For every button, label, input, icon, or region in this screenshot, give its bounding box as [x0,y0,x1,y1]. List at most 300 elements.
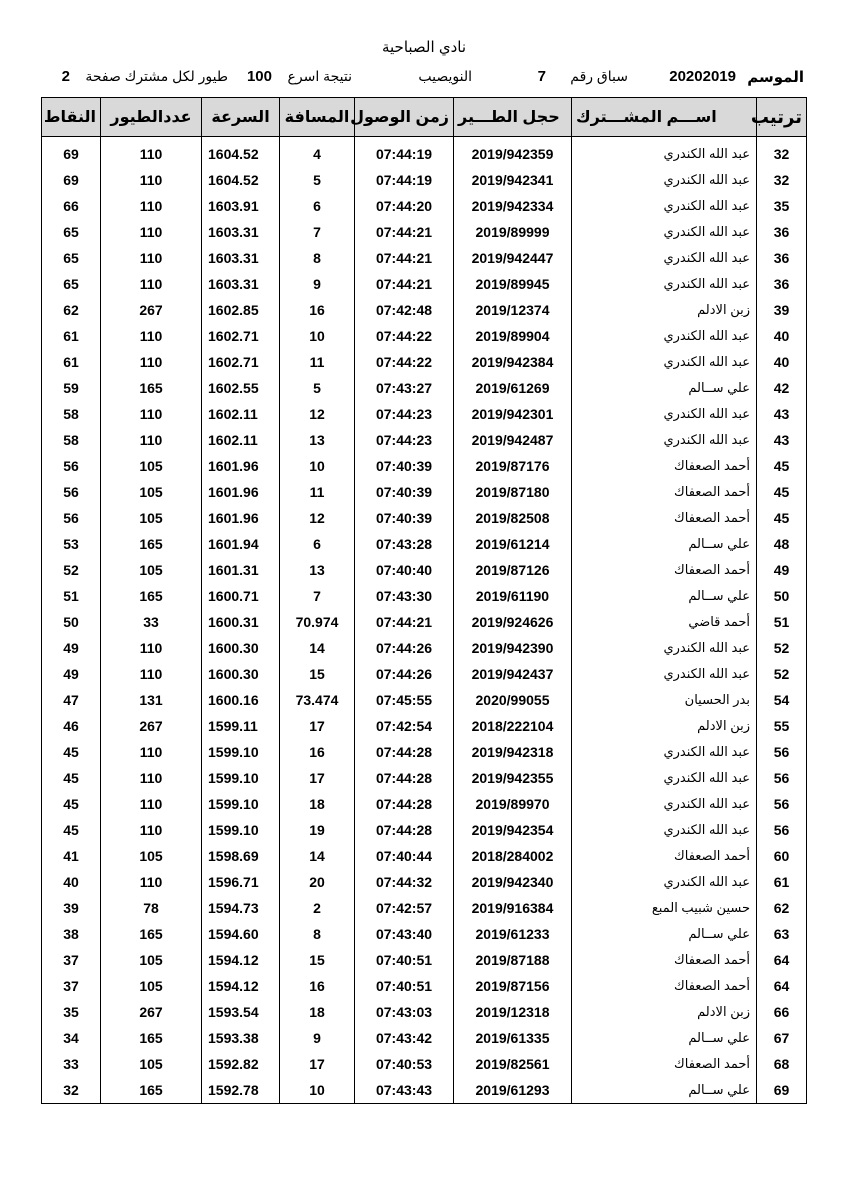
cell-ring: 2019/942318 [454,739,572,765]
cell-points: 50 [42,609,101,635]
cell-points: 34 [42,1025,101,1051]
table-row [42,869,807,895]
cell-birds: 33 [101,609,202,635]
cell-points: 45 [42,817,101,843]
cell-arrival: 07:44:26 [355,661,454,687]
cell-name: علي ســالم [572,1025,757,1051]
cell-birds: 110 [101,349,202,375]
cell-arrival: 07:42:54 [355,713,454,739]
table-row [42,999,807,1025]
table-body [42,137,807,1104]
cell-points: 41 [42,843,101,869]
cell-distance: 15 [280,661,355,687]
cell-points: 59 [42,375,101,401]
cell-speed: 1600.30 [202,661,280,687]
cell-ring: 2019/87180 [454,479,572,505]
cell-speed: 1594.12 [202,973,280,999]
cell-speed: 1603.31 [202,219,280,245]
cell-ring: 2019/942355 [454,765,572,791]
table-row [42,479,807,505]
cell-distance: 4 [280,141,355,167]
cell-birds: 110 [101,401,202,427]
cell-speed: 1603.91 [202,193,280,219]
cell-birds: 110 [101,427,202,453]
cell-rank: 51 [757,609,807,635]
cell-speed: 1601.96 [202,453,280,479]
cell-speed: 1600.31 [202,609,280,635]
table-row [42,609,807,635]
table-row [42,323,807,349]
cell-birds: 267 [101,999,202,1025]
table-header-row [42,98,807,137]
cell-speed: 1603.31 [202,271,280,297]
cell-name: عبد الله الكندري [572,323,757,349]
cell-name: عبد الله الكندري [572,739,757,765]
cell-arrival: 07:40:53 [355,1051,454,1077]
cell-distance: 13 [280,557,355,583]
table-row [42,791,807,817]
race-info-bar [0,68,848,90]
cell-name: عبد الله الكندري [572,869,757,895]
cell-points: 46 [42,713,101,739]
cell-rank: 56 [757,791,807,817]
cell-name: أحمد الصعفاك [572,1051,757,1077]
table-row [42,947,807,973]
cell-rank: 48 [757,531,807,557]
cell-arrival: 07:40:51 [355,947,454,973]
cell-speed: 1599.10 [202,791,280,817]
cell-name: علي ســالم [572,375,757,401]
cell-points: 56 [42,453,101,479]
table-row [42,245,807,271]
cell-ring: 2019/942340 [454,869,572,895]
cell-speed: 1602.55 [202,375,280,401]
cell-distance: 11 [280,349,355,375]
cell-name: عبد الله الكندري [572,219,757,245]
club-title: نادي الصباحية [381,39,467,56]
col-header-ring: حجل الطـــير [454,98,572,137]
cell-arrival: 07:44:28 [355,765,454,791]
cell-rank: 64 [757,973,807,999]
cell-points: 69 [42,141,101,167]
cell-distance: 10 [280,1077,355,1104]
cell-birds: 165 [101,1077,202,1104]
cell-arrival: 07:44:22 [355,323,454,349]
cell-name: أحمد الصعفاك [572,479,757,505]
cell-speed: 1604.52 [202,141,280,167]
cell-distance: 9 [280,271,355,297]
table-row [42,817,807,843]
cell-name: عبد الله الكندري [572,817,757,843]
cell-ring: 2019/12374 [454,297,572,323]
table-row [42,557,807,583]
cell-ring: 2019/916384 [454,895,572,921]
table-row [42,1051,807,1077]
cell-distance: 16 [280,739,355,765]
cell-birds: 110 [101,219,202,245]
cell-birds: 105 [101,479,202,505]
cell-points: 56 [42,505,101,531]
cell-points: 37 [42,973,101,999]
cell-birds: 105 [101,505,202,531]
table-row [42,661,807,687]
cell-birds: 110 [101,765,202,791]
cell-speed: 1592.78 [202,1077,280,1104]
cell-speed: 1599.10 [202,765,280,791]
table-row [42,297,807,323]
cell-name: عبد الله الكندري [572,245,757,271]
cell-name: عبد الله الكندري [572,167,757,193]
cell-distance: 6 [280,531,355,557]
cell-distance: 12 [280,505,355,531]
table-row [42,401,807,427]
cell-points: 65 [42,245,101,271]
cell-birds: 165 [101,531,202,557]
cell-arrival: 07:43:30 [355,583,454,609]
cell-birds: 110 [101,817,202,843]
cell-distance: 7 [280,583,355,609]
cell-arrival: 07:44:21 [355,245,454,271]
cell-ring: 2019/942341 [454,167,572,193]
cell-arrival: 07:43:42 [355,1025,454,1051]
cell-points: 69 [42,167,101,193]
cell-name: بدر الحسيان [572,687,757,713]
cell-distance: 8 [280,921,355,947]
cell-points: 39 [42,895,101,921]
cell-speed: 1600.16 [202,687,280,713]
cell-name: أحمد الصعفاك [572,453,757,479]
col-header-arrival: زمن الوصول [355,98,454,137]
cell-ring: 2019/942390 [454,635,572,661]
table-row [42,1077,807,1104]
cell-points: 45 [42,765,101,791]
cell-speed: 1600.71 [202,583,280,609]
cell-ring: 2019/924626 [454,609,572,635]
cell-arrival: 07:42:57 [355,895,454,921]
cell-birds: 105 [101,843,202,869]
cell-rank: 67 [757,1025,807,1051]
cell-rank: 66 [757,999,807,1025]
cell-distance: 17 [280,713,355,739]
cell-distance: 15 [280,947,355,973]
cell-points: 49 [42,661,101,687]
cell-arrival: 07:43:27 [355,375,454,401]
cell-arrival: 07:44:19 [355,141,454,167]
race-number-label: سباق رقم [570,68,628,84]
cell-arrival: 07:43:03 [355,999,454,1025]
cell-rank: 45 [757,479,807,505]
cell-distance: 14 [280,635,355,661]
cell-rank: 63 [757,921,807,947]
col-header-name: اســـم المشـــترك [572,98,757,137]
cell-distance: 12 [280,401,355,427]
cell-rank: 36 [757,271,807,297]
cell-points: 65 [42,271,101,297]
cell-arrival: 07:44:22 [355,349,454,375]
cell-arrival: 07:44:21 [355,219,454,245]
cell-birds: 105 [101,557,202,583]
cell-arrival: 07:40:44 [355,843,454,869]
cell-ring: 2019/89970 [454,791,572,817]
cell-distance: 10 [280,323,355,349]
race-number-value: 7 [537,68,546,85]
cell-birds: 110 [101,869,202,895]
table-row [42,505,807,531]
cell-ring: 2019/12318 [454,999,572,1025]
cell-distance: 19 [280,817,355,843]
cell-distance: 10 [280,453,355,479]
cell-points: 52 [42,557,101,583]
cell-name: زبن الادلم [572,297,757,323]
cell-name: أحمد الصعفاك [572,505,757,531]
cell-birds: 105 [101,453,202,479]
cell-rank: 43 [757,427,807,453]
cell-speed: 1594.12 [202,947,280,973]
cell-arrival: 07:44:26 [355,635,454,661]
cell-name: أحمد الصعفاك [572,557,757,583]
cell-ring: 2019/61293 [454,1077,572,1104]
cell-distance: 14 [280,843,355,869]
cell-speed: 1599.11 [202,713,280,739]
cell-rank: 54 [757,687,807,713]
cell-arrival: 07:40:40 [355,557,454,583]
cell-ring: 2019/61233 [454,921,572,947]
cell-rank: 62 [757,895,807,921]
cell-ring: 2019/89945 [454,271,572,297]
cell-distance: 11 [280,479,355,505]
col-header-rank: ترتيب [757,98,807,137]
cell-ring: 2020/99055 [454,687,572,713]
cell-name: علي ســالم [572,583,757,609]
cell-speed: 1594.73 [202,895,280,921]
cell-points: 53 [42,531,101,557]
cell-name: عبد الله الكندري [572,661,757,687]
cell-arrival: 07:40:39 [355,479,454,505]
table-row [42,583,807,609]
cell-ring: 2019/942359 [454,141,572,167]
col-header-distance: المسافة [280,98,355,137]
cell-points: 38 [42,921,101,947]
table-row [42,167,807,193]
cell-speed: 1601.96 [202,505,280,531]
cell-rank: 32 [757,167,807,193]
season-label: الموسم [747,69,804,86]
cell-speed: 1602.71 [202,349,280,375]
cell-distance: 5 [280,375,355,401]
cell-ring: 2019/942447 [454,245,572,271]
cell-speed: 1593.38 [202,1025,280,1051]
cell-points: 37 [42,947,101,973]
cell-points: 45 [42,739,101,765]
cell-name: عبد الله الكندري [572,401,757,427]
cell-arrival: 07:44:19 [355,167,454,193]
cell-rank: 40 [757,323,807,349]
cell-ring: 2019/87156 [454,973,572,999]
cell-name: علي ســالم [572,531,757,557]
cell-rank: 55 [757,713,807,739]
cell-speed: 1603.31 [202,245,280,271]
cell-birds: 165 [101,921,202,947]
cell-speed: 1601.94 [202,531,280,557]
cell-ring: 2019/61214 [454,531,572,557]
cell-ring: 2018/222104 [454,713,572,739]
cell-rank: 40 [757,349,807,375]
cell-name: زبن الادلم [572,713,757,739]
cell-ring: 2019/89999 [454,219,572,245]
cell-points: 32 [42,1077,101,1104]
cell-ring: 2019/87126 [454,557,572,583]
cell-rank: 52 [757,635,807,661]
table-row [42,427,807,453]
cell-name: علي ســالم [572,921,757,947]
cell-speed: 1599.10 [202,739,280,765]
table-row [42,531,807,557]
cell-rank: 69 [757,1077,807,1104]
cell-arrival: 07:42:48 [355,297,454,323]
table-row [42,1025,807,1051]
col-header-birds: عددالطيور [101,98,202,137]
table-row [42,219,807,245]
cell-ring: 2019/942384 [454,349,572,375]
cell-ring: 2019/942354 [454,817,572,843]
cell-speed: 1592.82 [202,1051,280,1077]
cell-name: عبد الله الكندري [572,271,757,297]
cell-distance: 7 [280,219,355,245]
cell-ring: 2019/87176 [454,453,572,479]
cell-points: 65 [42,219,101,245]
cell-speed: 1598.69 [202,843,280,869]
cell-speed: 1593.54 [202,999,280,1025]
cell-birds: 267 [101,297,202,323]
cell-distance: 70.974 [280,609,355,635]
table-row [42,375,807,401]
table-row [42,739,807,765]
cell-ring: 2018/284002 [454,843,572,869]
cell-points: 58 [42,427,101,453]
cell-name: علي ســالم [572,1077,757,1104]
cell-ring: 2019/89904 [454,323,572,349]
cell-birds: 110 [101,635,202,661]
table-row [42,141,807,167]
cell-arrival: 07:40:39 [355,453,454,479]
cell-speed: 1600.30 [202,635,280,661]
cell-points: 51 [42,583,101,609]
cell-birds: 105 [101,947,202,973]
cell-arrival: 07:43:43 [355,1077,454,1104]
cell-ring: 2019/942487 [454,427,572,453]
cell-arrival: 07:43:40 [355,921,454,947]
cell-speed: 1601.96 [202,479,280,505]
cell-birds: 110 [101,323,202,349]
cell-name: عبد الله الكندري [572,349,757,375]
cell-rank: 45 [757,505,807,531]
page-number: 2 [61,68,70,85]
cell-arrival: 07:44:28 [355,817,454,843]
cell-birds: 110 [101,271,202,297]
cell-distance: 16 [280,973,355,999]
cell-speed: 1599.10 [202,817,280,843]
col-header-points: النقاط [42,98,101,137]
cell-birds: 105 [101,973,202,999]
cell-birds: 165 [101,583,202,609]
table-row [42,895,807,921]
table-row [42,687,807,713]
cell-distance: 73.474 [280,687,355,713]
col-header-speed: السرعة [202,98,280,137]
cell-ring: 2019/61335 [454,1025,572,1051]
cell-rank: 68 [757,1051,807,1077]
cell-points: 47 [42,687,101,713]
cell-points: 56 [42,479,101,505]
cell-name: أحمد الصعفاك [572,843,757,869]
table-row [42,713,807,739]
cell-arrival: 07:40:51 [355,973,454,999]
cell-arrival: 07:44:20 [355,193,454,219]
cell-speed: 1604.52 [202,167,280,193]
cell-distance: 16 [280,297,355,323]
cell-speed: 1602.71 [202,323,280,349]
cell-arrival: 07:44:21 [355,271,454,297]
cell-distance: 6 [280,193,355,219]
cell-rank: 36 [757,245,807,271]
cell-arrival: 07:43:28 [355,531,454,557]
cell-speed: 1601.31 [202,557,280,583]
cell-rank: 32 [757,141,807,167]
cell-points: 35 [42,999,101,1025]
table-row [42,635,807,661]
table-row [42,843,807,869]
cell-arrival: 07:44:23 [355,401,454,427]
cell-birds: 267 [101,713,202,739]
cell-arrival: 07:44:21 [355,609,454,635]
cell-rank: 52 [757,661,807,687]
cell-arrival: 07:44:32 [355,869,454,895]
cell-speed: 1596.71 [202,869,280,895]
cell-birds: 165 [101,375,202,401]
cell-arrival: 07:44:28 [355,791,454,817]
cell-points: 62 [42,297,101,323]
cell-birds: 110 [101,245,202,271]
table-row [42,921,807,947]
cell-birds: 110 [101,739,202,765]
cell-rank: 56 [757,739,807,765]
cell-name: أحمد الصعفاك [572,947,757,973]
cell-points: 33 [42,1051,101,1077]
cell-distance: 9 [280,1025,355,1051]
cell-ring: 2019/82561 [454,1051,572,1077]
cell-name: أحمد قاضي [572,609,757,635]
fastest-label: نتيجة اسرع [287,68,352,84]
cell-points: 66 [42,193,101,219]
cell-name: عبد الله الكندري [572,765,757,791]
cell-distance: 8 [280,245,355,271]
cell-birds: 131 [101,687,202,713]
cell-points: 49 [42,635,101,661]
cell-rank: 36 [757,219,807,245]
table-row [42,349,807,375]
cell-birds: 110 [101,193,202,219]
table-row [42,973,807,999]
cell-name: عبد الله الكندري [572,141,757,167]
per-page-label: طيور لكل مشترك صفحة [85,68,228,84]
cell-rank: 42 [757,375,807,401]
cell-arrival: 07:40:39 [355,505,454,531]
cell-name: عبد الله الكندري [572,791,757,817]
cell-rank: 43 [757,401,807,427]
cell-distance: 17 [280,1051,355,1077]
cell-rank: 61 [757,869,807,895]
cell-birds: 105 [101,1051,202,1077]
